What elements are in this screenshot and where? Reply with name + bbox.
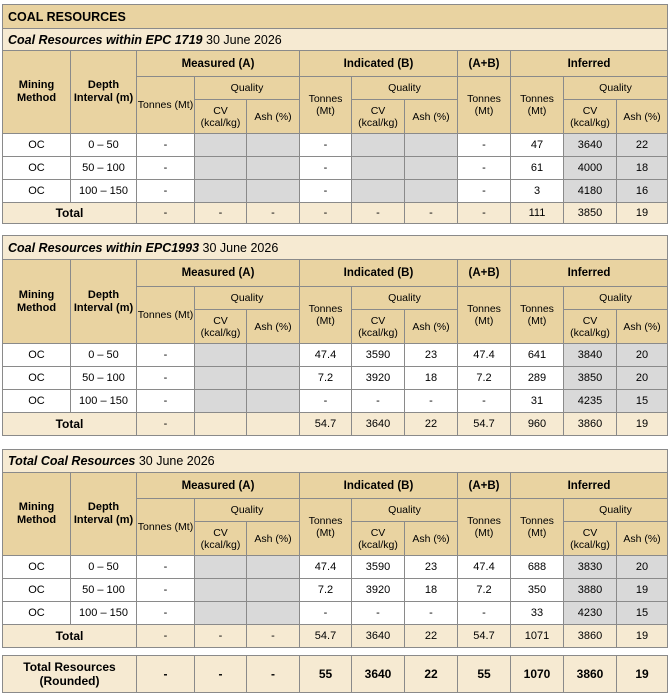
indicated-ash-total: 22 bbox=[405, 413, 458, 436]
inferred-cv-total: 3860 bbox=[564, 413, 617, 436]
indicated-cv-header: CV (kcal/kg) bbox=[352, 100, 405, 134]
indicated-ash-total: 22 bbox=[405, 625, 458, 648]
measured-quality-header: Quality bbox=[195, 77, 300, 100]
inferred-tonnes-rounded: 1070 bbox=[511, 656, 564, 693]
inferred-ash-total: 19 bbox=[617, 413, 668, 436]
inferred-cv-total: 3860 bbox=[564, 625, 617, 648]
indicated-cv-cell: 3920 bbox=[352, 367, 405, 390]
inferred-tonnes-cell: 641 bbox=[511, 344, 564, 367]
indicated-header: Indicated (B) bbox=[300, 473, 458, 499]
inferred-cv-cell: 4235 bbox=[564, 390, 617, 413]
measured-cv-cell bbox=[195, 344, 247, 367]
section-title-italic: Coal Resources within EPC 1719 bbox=[8, 32, 203, 47]
indicated-cv-total: 3640 bbox=[352, 625, 405, 648]
measured-ash-rounded: - bbox=[247, 656, 300, 693]
depth-interval-header: Depth Interval (m) bbox=[71, 51, 137, 134]
table-row bbox=[3, 180, 668, 203]
indicated-ash-cell bbox=[405, 134, 458, 157]
measured-ash-header: Ash (%) bbox=[247, 100, 300, 134]
measured-tonnes-cell: - bbox=[137, 367, 195, 390]
measured-header: Measured (A) bbox=[137, 260, 300, 287]
ab-tonnes-cell: 47.4 bbox=[458, 344, 511, 367]
total-resources-label: Total Resources (Rounded) bbox=[3, 656, 137, 693]
measured-cv-cell bbox=[195, 367, 247, 390]
indicated-tonnes-cell: - bbox=[300, 134, 352, 157]
depth-interval-cell: 50 – 100 bbox=[71, 157, 137, 180]
measured-tonnes-header: Tonnes (Mt) bbox=[137, 287, 195, 344]
total-resources-rounded bbox=[2, 655, 668, 693]
indicated-cv-cell: - bbox=[352, 390, 405, 413]
indicated-tonnes-cell: 47.4 bbox=[300, 556, 352, 579]
section-title bbox=[3, 29, 668, 51]
indicated-tonnes-header: Tonnes (Mt) bbox=[300, 499, 352, 556]
ab-tonnes-cell: 7.2 bbox=[458, 579, 511, 602]
inferred-quality-header: Quality bbox=[564, 499, 668, 522]
ab-tonnes-total: 54.7 bbox=[458, 413, 511, 436]
measured-cv-cell bbox=[195, 602, 247, 625]
depth-interval-cell: 50 – 100 bbox=[71, 367, 137, 390]
measured-cv-total: - bbox=[195, 625, 247, 648]
indicated-cv-cell bbox=[352, 134, 405, 157]
measured-tonnes-total: - bbox=[137, 413, 195, 436]
measured-tonnes-total: - bbox=[137, 625, 195, 648]
ab-tonnes-cell: - bbox=[458, 390, 511, 413]
total-row bbox=[3, 203, 668, 224]
inferred-tonnes-header: Tonnes (Mt) bbox=[511, 77, 564, 134]
inferred-ash-cell: 20 bbox=[617, 344, 668, 367]
inferred-cv-cell: 3840 bbox=[564, 344, 617, 367]
indicated-ash-rounded: 22 bbox=[405, 656, 458, 693]
table-row bbox=[3, 134, 668, 157]
measured-ash-total bbox=[247, 413, 300, 436]
measured-cv-header: CV (kcal/kg) bbox=[195, 522, 247, 556]
indicated-cv-cell bbox=[352, 180, 405, 203]
inferred-cv-cell: 4000 bbox=[564, 157, 617, 180]
inferred-ash-cell: 15 bbox=[617, 390, 668, 413]
indicated-ash-cell: 18 bbox=[405, 579, 458, 602]
indicated-cv-rounded: 3640 bbox=[352, 656, 405, 693]
inferred-cv-cell: 3880 bbox=[564, 579, 617, 602]
indicated-quality-header: Quality bbox=[352, 499, 458, 522]
mining-method-cell: OC bbox=[3, 180, 71, 203]
measured-cv-cell bbox=[195, 579, 247, 602]
measured-ash-cell bbox=[247, 602, 300, 625]
inferred-cv-cell: 3830 bbox=[564, 556, 617, 579]
measured-cv-rounded: - bbox=[195, 656, 247, 693]
inferred-tonnes-cell: 31 bbox=[511, 390, 564, 413]
inferred-ash-total: 19 bbox=[617, 203, 668, 224]
measured-tonnes-cell: - bbox=[137, 134, 195, 157]
mining-method-cell: OC bbox=[3, 157, 71, 180]
depth-interval-cell: 0 – 50 bbox=[71, 134, 137, 157]
depth-interval-cell: 0 – 50 bbox=[71, 556, 137, 579]
measured-cv-total bbox=[195, 413, 247, 436]
total-resources-row bbox=[3, 656, 668, 693]
ab-tonnes-rounded: 55 bbox=[458, 656, 511, 693]
section-title-date: 30 June 2026 bbox=[135, 454, 215, 468]
mining-method-cell: OC bbox=[3, 344, 71, 367]
inferred-tonnes-total: 111 bbox=[511, 203, 564, 224]
table-row bbox=[3, 344, 668, 367]
inferred-tonnes-cell: 289 bbox=[511, 367, 564, 390]
ab-tonnes-cell: - bbox=[458, 180, 511, 203]
indicated-cv-cell: - bbox=[352, 602, 405, 625]
indicated-tonnes-cell: 7.2 bbox=[300, 579, 352, 602]
table-row bbox=[3, 367, 668, 390]
inferred-cv-cell: 4230 bbox=[564, 602, 617, 625]
inferred-tonnes-total: 1071 bbox=[511, 625, 564, 648]
mining-method-header: Mining Method bbox=[3, 473, 71, 556]
inferred-ash-cell: 20 bbox=[617, 556, 668, 579]
measured-tonnes-rounded: - bbox=[137, 656, 195, 693]
ab-tonnes-total: - bbox=[458, 203, 511, 224]
inferred-ash-cell: 19 bbox=[617, 579, 668, 602]
measured-ash-header: Ash (%) bbox=[247, 522, 300, 556]
indicated-ash-header: Ash (%) bbox=[405, 310, 458, 344]
indicated-cv-cell: 3590 bbox=[352, 556, 405, 579]
inferred-cv-cell: 3640 bbox=[564, 134, 617, 157]
ab-header: (A+B) bbox=[458, 260, 511, 287]
measured-tonnes-header: Tonnes (Mt) bbox=[137, 499, 195, 556]
indicated-ash-cell: - bbox=[405, 390, 458, 413]
indicated-cv-cell: 3920 bbox=[352, 579, 405, 602]
measured-quality-header: Quality bbox=[195, 287, 300, 310]
indicated-ash-total: - bbox=[405, 203, 458, 224]
indicated-tonnes-cell: - bbox=[300, 180, 352, 203]
mining-method-cell: OC bbox=[3, 134, 71, 157]
measured-cv-cell bbox=[195, 134, 247, 157]
measured-quality-header: Quality bbox=[195, 499, 300, 522]
depth-interval-cell: 100 – 150 bbox=[71, 180, 137, 203]
inferred-ash-cell: 15 bbox=[617, 602, 668, 625]
inferred-tonnes-total: 960 bbox=[511, 413, 564, 436]
inferred-cv-header: CV (kcal/kg) bbox=[564, 100, 617, 134]
indicated-header: Indicated (B) bbox=[300, 260, 458, 287]
inferred-header: Inferred bbox=[511, 51, 668, 77]
section-title bbox=[3, 236, 668, 260]
indicated-ash-cell: 23 bbox=[405, 344, 458, 367]
total-label: Total bbox=[3, 413, 137, 436]
inferred-tonnes-cell: 350 bbox=[511, 579, 564, 602]
inferred-quality-header: Quality bbox=[564, 287, 668, 310]
inferred-cv-header: CV (kcal/kg) bbox=[564, 310, 617, 344]
measured-tonnes-cell: - bbox=[137, 157, 195, 180]
table-row bbox=[3, 390, 668, 413]
indicated-tonnes-cell: 7.2 bbox=[300, 367, 352, 390]
ab-tonnes-header: Tonnes (Mt) bbox=[458, 499, 511, 556]
table-row bbox=[3, 157, 668, 180]
measured-ash-cell bbox=[247, 344, 300, 367]
inferred-tonnes-header: Tonnes (Mt) bbox=[511, 287, 564, 344]
indicated-tonnes-cell: 47.4 bbox=[300, 344, 352, 367]
indicated-tonnes-header: Tonnes (Mt) bbox=[300, 287, 352, 344]
ab-header: (A+B) bbox=[458, 51, 511, 77]
inferred-tonnes-cell: 61 bbox=[511, 157, 564, 180]
measured-ash-cell bbox=[247, 390, 300, 413]
measured-ash-cell bbox=[247, 556, 300, 579]
measured-ash-cell bbox=[247, 157, 300, 180]
inferred-tonnes-cell: 688 bbox=[511, 556, 564, 579]
mining-method-cell: OC bbox=[3, 367, 71, 390]
table-row bbox=[3, 579, 668, 602]
measured-tonnes-cell: - bbox=[137, 390, 195, 413]
total-label: Total bbox=[3, 625, 137, 648]
indicated-ash-header: Ash (%) bbox=[405, 100, 458, 134]
ab-tonnes-total: 54.7 bbox=[458, 625, 511, 648]
indicated-tonnes-total: 54.7 bbox=[300, 413, 352, 436]
section-title-date: 30 June 2026 bbox=[199, 240, 279, 255]
ab-header: (A+B) bbox=[458, 473, 511, 499]
inferred-header: Inferred bbox=[511, 473, 668, 499]
measured-ash-cell bbox=[247, 134, 300, 157]
depth-interval-cell: 0 – 50 bbox=[71, 344, 137, 367]
measured-cv-total: - bbox=[195, 203, 247, 224]
total-row bbox=[3, 625, 668, 648]
table-row bbox=[3, 602, 668, 625]
section-title-italic: Total Coal Resources bbox=[8, 454, 136, 468]
indicated-ash-cell: 18 bbox=[405, 367, 458, 390]
inferred-ash-rounded: 19 bbox=[617, 656, 668, 693]
inferred-ash-header: Ash (%) bbox=[617, 310, 668, 344]
measured-cv-cell bbox=[195, 157, 247, 180]
indicated-cv-total: - bbox=[352, 203, 405, 224]
depth-interval-cell: 100 – 150 bbox=[71, 390, 137, 413]
coal-table-section-1 bbox=[2, 4, 668, 224]
indicated-header: Indicated (B) bbox=[300, 51, 458, 77]
inferred-ash-header: Ash (%) bbox=[617, 522, 668, 556]
measured-tonnes-cell: - bbox=[137, 602, 195, 625]
inferred-header: Inferred bbox=[511, 260, 668, 287]
inferred-cv-header: CV (kcal/kg) bbox=[564, 522, 617, 556]
section-title-italic: Coal Resources within EPC1993 bbox=[8, 240, 200, 255]
ab-tonnes-header: Tonnes (Mt) bbox=[458, 287, 511, 344]
indicated-tonnes-total: 54.7 bbox=[300, 625, 352, 648]
indicated-cv-cell: 3590 bbox=[352, 344, 405, 367]
measured-tonnes-cell: - bbox=[137, 579, 195, 602]
measured-tonnes-cell: - bbox=[137, 556, 195, 579]
measured-ash-total: - bbox=[247, 203, 300, 224]
inferred-cv-cell: 4180 bbox=[564, 180, 617, 203]
ab-tonnes-header: Tonnes (Mt) bbox=[458, 77, 511, 134]
coal-table-section-2 bbox=[2, 235, 668, 436]
indicated-ash-cell bbox=[405, 157, 458, 180]
section-title bbox=[3, 450, 668, 473]
inferred-ash-cell: 20 bbox=[617, 367, 668, 390]
indicated-tonnes-header: Tonnes (Mt) bbox=[300, 77, 352, 134]
ab-tonnes-cell: 7.2 bbox=[458, 367, 511, 390]
depth-interval-header: Depth Interval (m) bbox=[71, 473, 137, 556]
measured-cv-cell bbox=[195, 180, 247, 203]
depth-interval-header: Depth Interval (m) bbox=[71, 260, 137, 344]
coal-table-section-3 bbox=[2, 449, 668, 648]
indicated-quality-header: Quality bbox=[352, 77, 458, 100]
indicated-tonnes-rounded: 55 bbox=[300, 656, 352, 693]
measured-tonnes-total: - bbox=[137, 203, 195, 224]
ab-tonnes-cell: - bbox=[458, 134, 511, 157]
measured-cv-header: CV (kcal/kg) bbox=[195, 100, 247, 134]
indicated-quality-header: Quality bbox=[352, 287, 458, 310]
depth-interval-cell: 50 – 100 bbox=[71, 579, 137, 602]
indicated-cv-header: CV (kcal/kg) bbox=[352, 522, 405, 556]
inferred-tonnes-cell: 47 bbox=[511, 134, 564, 157]
measured-cv-cell bbox=[195, 390, 247, 413]
inferred-tonnes-cell: 3 bbox=[511, 180, 564, 203]
mining-method-cell: OC bbox=[3, 390, 71, 413]
measured-ash-header: Ash (%) bbox=[247, 310, 300, 344]
ab-tonnes-cell: 47.4 bbox=[458, 556, 511, 579]
inferred-ash-cell: 22 bbox=[617, 134, 668, 157]
indicated-ash-cell: 23 bbox=[405, 556, 458, 579]
inferred-ash-cell: 18 bbox=[617, 157, 668, 180]
measured-cv-header: CV (kcal/kg) bbox=[195, 310, 247, 344]
indicated-ash-cell bbox=[405, 180, 458, 203]
total-label: Total bbox=[3, 203, 137, 224]
measured-ash-cell bbox=[247, 579, 300, 602]
mining-method-cell: OC bbox=[3, 579, 71, 602]
mining-method-header: Mining Method bbox=[3, 51, 71, 134]
indicated-cv-total: 3640 bbox=[352, 413, 405, 436]
measured-tonnes-header: Tonnes (Mt) bbox=[137, 77, 195, 134]
mining-method-cell: OC bbox=[3, 602, 71, 625]
ab-tonnes-cell: - bbox=[458, 602, 511, 625]
indicated-ash-cell: - bbox=[405, 602, 458, 625]
indicated-cv-header: CV (kcal/kg) bbox=[352, 310, 405, 344]
indicated-tonnes-cell: - bbox=[300, 157, 352, 180]
inferred-quality-header: Quality bbox=[564, 77, 668, 100]
measured-ash-cell bbox=[247, 180, 300, 203]
inferred-ash-total: 19 bbox=[617, 625, 668, 648]
section-title-date: 30 June 2026 bbox=[202, 32, 282, 47]
measured-header: Measured (A) bbox=[137, 51, 300, 77]
depth-interval-cell: 100 – 150 bbox=[71, 602, 137, 625]
inferred-cv-rounded: 3860 bbox=[564, 656, 617, 693]
inferred-ash-cell: 16 bbox=[617, 180, 668, 203]
indicated-tonnes-cell: - bbox=[300, 602, 352, 625]
mining-method-header: Mining Method bbox=[3, 260, 71, 344]
indicated-ash-header: Ash (%) bbox=[405, 522, 458, 556]
indicated-tonnes-total: - bbox=[300, 203, 352, 224]
measured-tonnes-cell: - bbox=[137, 180, 195, 203]
ab-tonnes-cell: - bbox=[458, 157, 511, 180]
mining-method-cell: OC bbox=[3, 556, 71, 579]
measured-header: Measured (A) bbox=[137, 473, 300, 499]
inferred-tonnes-cell: 33 bbox=[511, 602, 564, 625]
measured-ash-cell bbox=[247, 367, 300, 390]
table-row bbox=[3, 556, 668, 579]
inferred-ash-header: Ash (%) bbox=[617, 100, 668, 134]
inferred-cv-total: 3850 bbox=[564, 203, 617, 224]
inferred-cv-cell: 3850 bbox=[564, 367, 617, 390]
indicated-tonnes-cell: - bbox=[300, 390, 352, 413]
measured-tonnes-cell: - bbox=[137, 344, 195, 367]
page-title: COAL RESOURCES bbox=[3, 5, 668, 29]
measured-cv-cell bbox=[195, 556, 247, 579]
inferred-tonnes-header: Tonnes (Mt) bbox=[511, 499, 564, 556]
indicated-cv-cell bbox=[352, 157, 405, 180]
measured-ash-total: - bbox=[247, 625, 300, 648]
total-row bbox=[3, 413, 668, 436]
